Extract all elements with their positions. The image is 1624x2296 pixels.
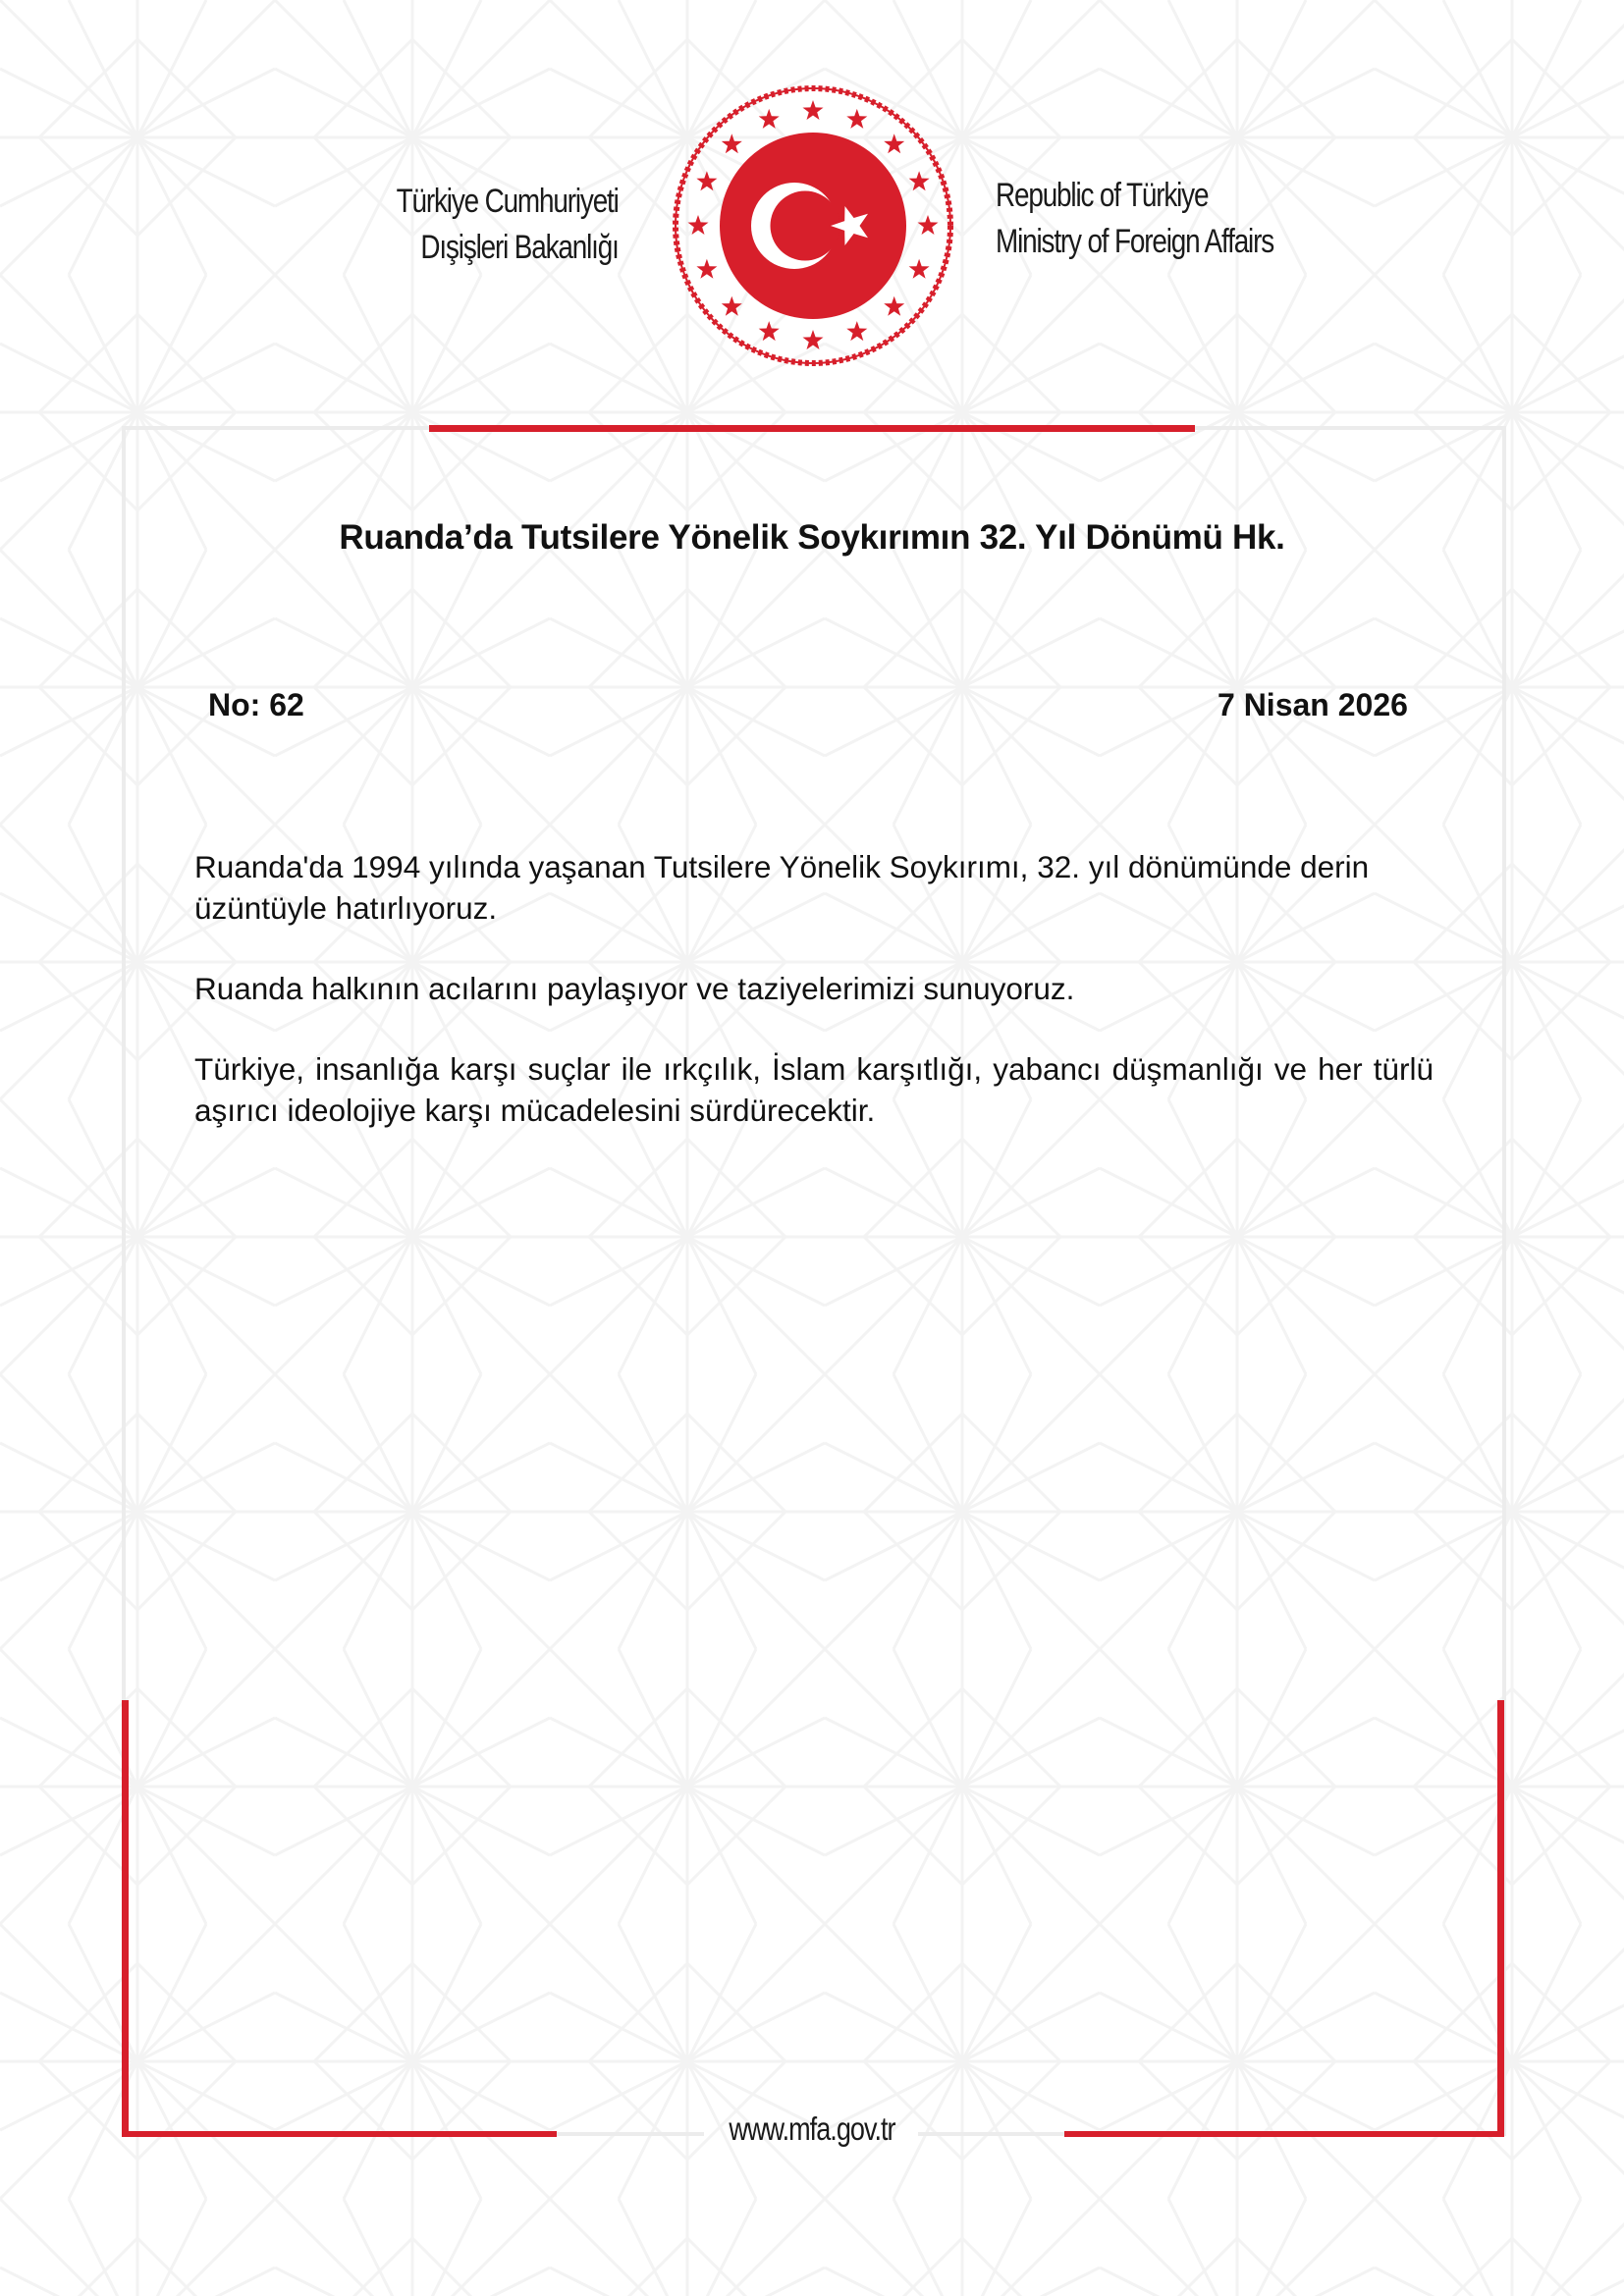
- document-title: Ruanda’da Tutsilere Yönelik Soykırımın 32. Yıl Dönümü Hk.: [339, 518, 1285, 557]
- right-red-border: [1497, 1700, 1504, 2137]
- header-right-line1: Republic of Türkiye: [996, 177, 1209, 214]
- footer-website-link[interactable]: www.mfa.gov.tr: [729, 2110, 895, 2147]
- header-left-line2: Dışişleri Bakanlığı: [420, 229, 619, 266]
- header-left-line1: Türkiye Cumhuriyeti: [396, 183, 619, 220]
- document-body: [194, 846, 1434, 1170]
- bottom-gray-line-right: [918, 2132, 1064, 2136]
- document-date: 7 Nisan 2026: [1218, 687, 1408, 722]
- paragraph-2: Ruanda halkının acılarını paylaşıyor ve taziyelerimizi sunuyoruz.: [194, 971, 1075, 1006]
- paragraph-1: Ruanda'da 1994 yılında yaşanan Tutsilere Yönelik Soykırımı, 32. yıl dönümünde derin üzüntüyle hatırlıyoruz.: [194, 849, 1370, 926]
- bottom-right-red-border: [1064, 2131, 1504, 2137]
- top-red-accent-bar: [429, 425, 1195, 432]
- page-frame: [122, 426, 1506, 2136]
- emblem-icon: [671, 83, 955, 368]
- bottom-gray-line-left: [557, 2132, 704, 2136]
- left-red-border: [122, 1700, 129, 2137]
- paragraph-3: Türkiye, insanlığa karşı suçlar ile ırkçılık, İslam karşıtlığı, yabancı düşmanlığı ve her türlü aşırıcı ideolojiye karşı mücadelesini sürdürecektir.: [194, 1051, 1434, 1128]
- document-number: No: 62: [208, 687, 304, 722]
- bottom-left-red-border: [122, 2131, 557, 2137]
- ministry-name-turkish: [397, 179, 619, 271]
- header-right-line2: Ministry of Foreign Affairs: [996, 223, 1274, 260]
- ministry-name-english: [996, 173, 1273, 265]
